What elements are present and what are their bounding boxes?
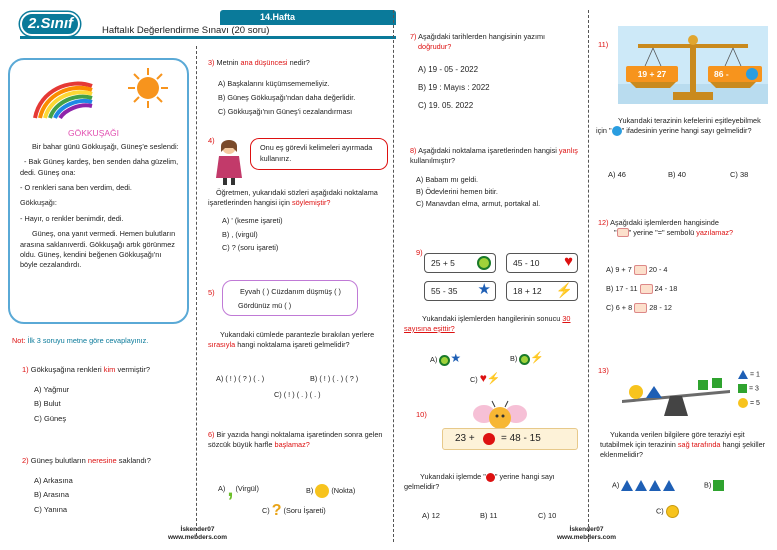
note-prefix: Not: [12,336,26,345]
option-c[interactable] [470,371,501,385]
story-body [20,142,180,271]
option-a[interactable]: A) 12 [422,511,440,520]
option-a[interactable]: A) 46 [608,170,626,179]
option-c[interactable]: C) Yanına [34,504,68,514]
smiley-icon [612,126,622,136]
sentence-line-2: Gördünüz mü ( ) [238,301,292,310]
right-pan-card [708,66,762,82]
smiley-icon [746,68,758,80]
option-b[interactable]: B) , (virgül) [222,229,258,239]
operation-cell [506,281,578,301]
rainbow-illustration [30,70,120,122]
question-9 [404,314,584,334]
question-1 [22,365,192,426]
heart-icon: ♥ [564,253,573,270]
smiley-icon [315,484,329,498]
question-highlight: neresine [87,456,117,465]
note-text: İlk 3 soruyu metne göre cevaplayınız. [27,336,149,345]
question-highlight: 30 sayısına eşittir? [404,314,571,333]
option-letter: A) [430,355,438,364]
option-letter: B) [704,480,712,490]
option-right: 28 - 12 [649,303,672,312]
option-a[interactable] [606,260,677,279]
question-13 [600,430,772,460]
question-text: saklandı? [118,456,151,465]
question-number: 13) [598,366,609,375]
question-number: 2) [22,456,29,465]
triangle-icon [635,480,647,491]
legend-value: = 1 [749,371,760,379]
story-paragraph: Güneş, ona yanıt vermedi. Hemen bulutların arasına saklanıverdi. Gökkuşağı artık görünmez oldu. Güneş, kendini beğenen Gökkuşağı'nı böyle cezalandırdı. [20,229,176,270]
story-paragraph: - Hayır, o renkler benimdir, dedi. [20,213,124,223]
question-text: Yukarıda verilen bilgilere göre teraziyi eşit tutabilmek için terazinin [600,430,745,449]
option-a[interactable]: A) Arkasına [34,476,73,486]
circle-icon [666,505,679,518]
story-paragraph: - Bak Güneş kardeş, ben senden daha güzelim, dedi. Güneş ona: [20,157,179,177]
cell-text: 18 + 12 [513,286,542,296]
option-a[interactable] [612,480,675,491]
option-left: B) 17 - 11 [606,284,638,293]
blank-box-icon [617,228,629,237]
question-2 [22,456,192,517]
no-sign-icon [439,355,450,366]
red-circle-icon [483,433,495,445]
question-3 [208,58,390,118]
star-icon: ★ [477,281,491,298]
header-underline [20,36,396,39]
week-label: 14.Hafta [260,12,296,22]
q13-legend [738,370,760,412]
question-number: 6) [208,430,215,439]
option-b[interactable] [606,279,677,298]
heart-icon: ♥ [479,371,487,385]
cell-text: 55 - 35 [431,286,458,296]
triangle-icon [738,370,748,379]
operation-cell [506,253,578,273]
star-icon: ★ [450,351,462,365]
option-letter: B) [510,354,518,363]
speech-bubble-text: Onu eş görevli kelimeleri ayırmada kullanırız. [260,143,373,163]
question-text: yerine "=" sembolü [633,227,695,237]
option-b[interactable]: B) 11 [480,511,498,520]
option-b[interactable] [704,480,724,491]
exam-title: Haftalık Değerlendirme Sınavı (20 soru) [102,25,270,36]
question-highlight: söylemiştir? [291,197,331,207]
option-b[interactable] [306,484,355,498]
option-a[interactable]: A) Babam mı geldi. [416,174,479,184]
option-letter: C) [262,505,270,515]
question-text: Yukarıdaki işlemde " [420,472,486,481]
question-text: Metnin [216,58,239,67]
question-text: Aşağıdaki tarihlerden hangisinin yazımı [418,32,546,41]
option-c[interactable] [656,505,679,518]
note [12,336,148,345]
lightning-icon: ⚡ [530,352,545,364]
question-number: 11) [598,40,609,49]
q12-options [606,260,677,317]
lightning-icon: ⚡ [555,282,573,298]
header-bar [20,10,396,40]
blank-box-icon [634,303,647,313]
footer-author: İskender07 [180,526,215,533]
question-highlight: sağ tarafında [677,439,721,449]
question-highlight: ana düşüncesi [240,58,288,67]
question-text: Yukarıdaki terazinin kefelerini eşitleyebilmek için " [596,116,761,135]
sun-illustration [126,66,170,110]
question-mark-icon: ? [271,502,282,519]
question-text: nedir? [289,58,310,67]
question-highlight: kim [103,365,116,374]
footer-author: İskender07 [569,526,604,533]
question-number: 12) [598,218,609,227]
square-icon [713,480,724,491]
column-divider [196,46,197,536]
option-b[interactable]: B) 40 [668,170,686,179]
right-pan-label: 86 - [714,69,729,79]
question-5 [208,330,390,350]
option-b[interactable]: B) 19 : Mayıs : 2022 [418,83,490,93]
question-highlight: sırasıyla [208,339,236,349]
question-highlight: başlamaz? [274,439,310,449]
option-c[interactable]: C) 10 [538,511,557,520]
question-number: 5) [208,288,215,297]
triangle-icon [621,480,633,491]
equation-right: = 48 - 15 [501,433,541,444]
no-sign-icon [477,256,491,270]
cell-text: 25 + 5 [431,258,455,268]
question-text: Güneş bulutların [30,456,86,465]
option-b[interactable]: B) Güneş Gökkuşağı'ndan daha değerlidir. [218,92,356,102]
option-a[interactable]: A) ' (kesme işareti) [222,215,283,225]
sentence-line-1: Eyvah ( ) Cüzdanım düşmüş ( ) [240,287,341,296]
option-right: 20 - 4 [648,265,668,274]
footer [168,526,227,543]
question-number: 10) [416,410,427,419]
question-number: 9) [416,248,423,257]
triangle-icon [649,480,661,491]
question-6 [208,430,390,450]
column-divider [588,10,589,542]
lightning-icon: ⚡ [486,373,501,385]
option-left: C) 6 + 8 [606,303,633,312]
option-c[interactable]: C) Manavdan elma, armut, portakal al. [416,198,541,208]
operation-cell [424,281,496,301]
legend-value: = 3 [748,385,759,393]
question-text: Gökkuşağına renkleri [30,365,102,374]
option-a[interactable]: A) 19 - 05 - 2022 [418,64,479,74]
option-c[interactable]: C) Gökkuşağı'nın Güneş'i cezalandırması [218,106,353,116]
option-letter: A) [218,484,226,493]
question-highlight: yanlış [558,146,578,155]
blank-box-icon [634,265,647,275]
question-text: hangi noktalama işareti gelmelidir? [237,339,350,349]
option-c[interactable]: C) ( ! ) ( . ) ( . ) [274,390,321,399]
option-b[interactable]: B) Bulut [34,399,61,409]
left-pan-label: 19 + 27 [637,69,667,79]
option-a[interactable]: A) ( ! ) ( ? ) ( . ) [216,374,265,383]
option-label: (Virgül) [235,484,259,493]
option-left: A) 9 + 7 [606,265,632,274]
bee-illustration [470,400,530,430]
question-text: Aşağıdaki işlemlerden hangisinde [610,218,719,227]
option-c[interactable] [606,298,677,317]
sentence-box [222,280,358,316]
option-letter: B) [306,485,314,495]
question-number: 3) [208,58,215,67]
option-a[interactable]: A) Yağmur [34,385,70,395]
option-b[interactable] [510,351,544,365]
option-c[interactable]: C) Güneş [34,413,67,423]
question-12: 12) Aşağıdaki işlemlerden hangisinde " " yerine "=" sembolü yazılamaz? [598,218,734,237]
question-text: " ifadesinin yerine hangi sayı gelmelidir? [621,125,752,135]
cell-text: 45 - 10 [513,258,540,268]
option-a[interactable] [430,351,461,366]
option-b[interactable]: B) ( ! ) ( . ) ( ? ) [310,374,359,383]
equation-left: 23 + [455,433,475,444]
question-text: Bir yazıda hangi noktalama işaretinden sonra gelen sözcük büyük harfle [208,430,383,449]
teacher-illustration [212,138,246,186]
question-number: 4) [208,136,215,145]
option-label: (Nokta) [331,485,356,495]
footer [557,526,616,543]
story-paragraph: - O renkleri sana ben verdim, dedi. [20,183,132,193]
option-letter: A) [612,480,620,490]
equation-board [442,428,578,450]
option-letter: C) [656,506,664,516]
question-number: 7) [410,32,417,41]
footer-site: www.mebders.com [557,534,616,542]
grade-label: 2.Sınıf [28,15,74,32]
story-title: GÖKKUŞAĞI [68,128,120,138]
question-text: Öğretmen, yukarıdaki sözleri aşağıdaki noktalama işaretlerinden hangisi için [208,188,378,207]
question-text: Yukarıdaki cümlede parantezle bırakılan yerlere [220,330,375,339]
operation-cell [424,253,496,273]
question-number: 1) [22,365,29,374]
balance-scale-illustration [618,26,768,104]
option-b[interactable]: B) Ödevlerini hemen bitir. [416,186,498,196]
triangle-icon [663,480,675,491]
option-c[interactable]: C) ? (soru işareti) [222,243,279,253]
circle-icon [738,398,748,408]
question-text: Yukarıdaki işlemlerden hangilerinin sonucu [422,314,561,323]
legend-value: = 5 [749,399,760,407]
seesaw-illustration [612,366,740,420]
option-b[interactable]: B) Arasına [34,490,70,500]
question-8 [410,146,588,210]
blank-box-icon [640,284,653,294]
footer-site: www.mebders.com [168,534,227,542]
story-paragraph: Gökkuşağı: [20,198,57,208]
square-icon [738,384,747,393]
question-11 [596,116,772,136]
option-a[interactable] [218,476,259,502]
question-text: kullanılmıştır? [410,155,456,165]
option-right: 24 - 18 [654,284,678,293]
question-text: hangi şekiller eklenmelidir? [600,439,766,459]
question-highlight: doğrudur? [418,41,452,51]
option-c[interactable] [262,502,326,520]
left-pan-card [626,66,678,82]
question-text: vermiştir? [117,365,151,374]
question-10 [404,472,584,492]
option-c[interactable]: C) 38 [730,170,749,179]
week-tab [220,10,396,25]
question-7 [410,32,586,116]
option-c[interactable]: C) 19. 05. 2022 [418,101,474,111]
question-highlight: yazılamaz? [696,227,734,237]
question-text: Aşağıdaki noktalama işaretlerinden hangisi [418,146,557,155]
story-paragraph: Bir bahar günü Gökkuşağı, Güneş'e seslendi: [32,142,179,151]
question-number: 8) [410,146,417,155]
option-letter: C) [470,375,478,384]
option-a[interactable]: A) Başkalarını küçümsememeliyiz. [218,78,330,88]
no-sign-icon [519,354,530,365]
option-label: (Soru İşareti) [283,505,326,515]
red-circle-icon [486,473,495,482]
question-4 [208,188,392,255]
question-text: " yerine hangi sayı gelmelidir? [404,472,555,491]
column-divider [393,10,394,542]
comma-icon: , [227,476,234,502]
